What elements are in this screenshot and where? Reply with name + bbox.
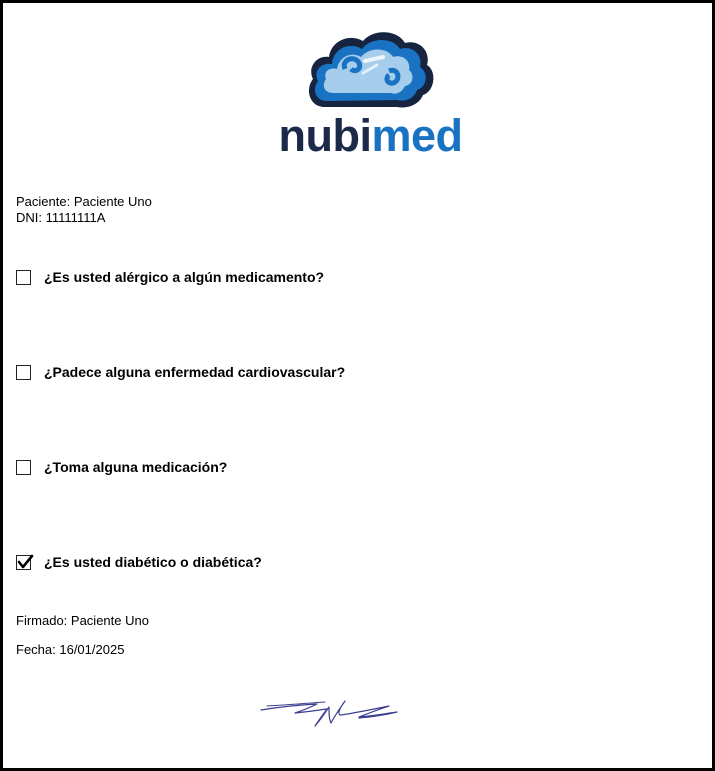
signed-by: Firmado: Paciente Uno bbox=[16, 613, 149, 628]
question-allergy[interactable] bbox=[16, 269, 324, 285]
checkbox-cardiovascular[interactable] bbox=[16, 365, 31, 380]
question-diabetes-text: ¿Es usted diabético o diabética? bbox=[44, 554, 262, 570]
form-date: Fecha: 16/01/2025 bbox=[16, 642, 125, 657]
checkbox-medication[interactable] bbox=[16, 460, 31, 475]
question-medication[interactable] bbox=[16, 459, 227, 475]
cloud-icon bbox=[305, 29, 437, 111]
question-medication-text: ¿Toma alguna medicación? bbox=[44, 459, 228, 475]
patient-info bbox=[16, 194, 152, 226]
nubimed-logo bbox=[273, 29, 468, 159]
patient-signature bbox=[259, 693, 404, 733]
checkbox-allergy[interactable] bbox=[16, 270, 31, 285]
question-cardiovascular-text: ¿Padece alguna enfermedad cardiovascular? bbox=[44, 364, 346, 380]
checkmark-icon bbox=[16, 553, 34, 571]
question-diabetes[interactable] bbox=[16, 554, 262, 570]
brand-name-part-a: nubi bbox=[278, 110, 372, 161]
checkbox-diabetes[interactable] bbox=[16, 555, 31, 570]
patient-id: DNI: 11111111A bbox=[16, 210, 106, 225]
patient-name: Paciente: Paciente Uno bbox=[16, 194, 152, 209]
question-allergy-text: ¿Es usted alérgico a algún medicamento? bbox=[44, 269, 325, 285]
brand-name-part-b: med bbox=[371, 110, 463, 161]
brand-name bbox=[273, 111, 468, 161]
question-cardiovascular[interactable] bbox=[16, 364, 345, 380]
